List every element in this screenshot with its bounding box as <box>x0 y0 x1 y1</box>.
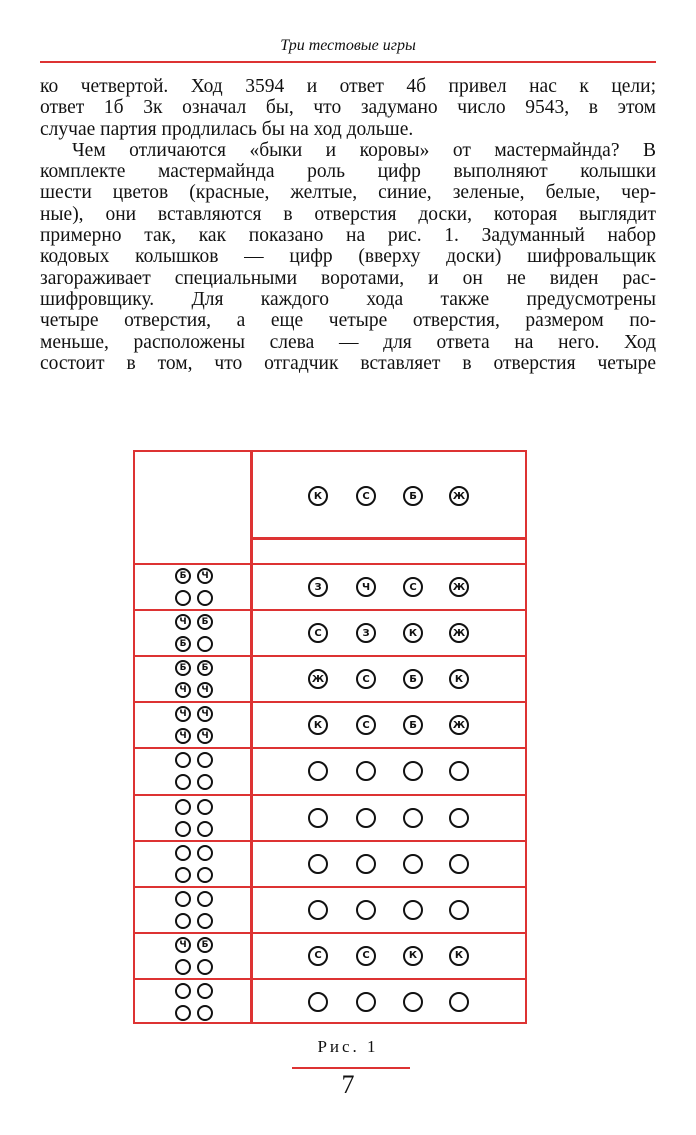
row-line <box>133 655 527 657</box>
answer-peg <box>197 821 213 837</box>
guess-peg: К <box>308 715 328 735</box>
page-number: 7 <box>341 1070 355 1099</box>
text-line: ные), они вставляются в отверстия доски, которая выглядит <box>40 203 656 225</box>
answer-peg: Ч <box>175 706 191 722</box>
row-line <box>133 747 527 749</box>
answer-peg <box>175 983 191 999</box>
guess-peg: К <box>403 946 423 966</box>
text-line: примерно так, как показано на рис. 1. Задуманный набор <box>40 225 656 247</box>
guess-peg: Ч <box>356 577 376 597</box>
text-line: шести цветов (красные, желтые, синие, зеленые, белые, чер- <box>40 182 656 204</box>
answer-peg <box>197 590 213 606</box>
guess-peg: З <box>308 577 328 597</box>
guess-peg: Б <box>403 669 423 689</box>
answer-peg <box>175 752 191 768</box>
row-line <box>133 701 527 703</box>
answer-peg: Ч <box>197 682 213 698</box>
guess-peg: С <box>403 577 423 597</box>
footer-rule <box>292 1067 410 1069</box>
figure-caption: Рис. 1 <box>317 1037 379 1056</box>
mastermind-board-figure <box>133 450 527 1024</box>
guess-peg: Ж <box>449 623 469 643</box>
guess-peg: Б <box>403 715 423 735</box>
row-line <box>133 794 527 796</box>
guess-peg: С <box>308 623 328 643</box>
row-line <box>133 563 527 565</box>
guess-peg: К <box>449 946 469 966</box>
guess-peg <box>308 900 328 920</box>
board-border-bottom <box>133 1022 527 1024</box>
text-line: Чем отличаются «быки и коровы» от мастермайнда? В <box>72 139 656 161</box>
answer-peg: Б <box>175 568 191 584</box>
secret-peg: К <box>308 486 328 506</box>
text-line: кодовых колышков — цифр (вверху доски) шифровальщик <box>40 246 656 268</box>
row-line <box>133 840 527 842</box>
answer-peg: Б <box>175 636 191 652</box>
guess-peg <box>403 854 423 874</box>
guess-peg <box>308 854 328 874</box>
guess-peg: С <box>356 715 376 735</box>
answer-peg: Ч <box>175 728 191 744</box>
row-line <box>133 609 527 611</box>
guess-peg: Ж <box>308 669 328 689</box>
answer-peg: Ч <box>197 568 213 584</box>
board-border-left <box>133 450 135 1024</box>
answer-peg <box>175 845 191 861</box>
guess-peg <box>403 808 423 828</box>
guess-peg <box>356 992 376 1012</box>
answer-peg <box>197 983 213 999</box>
answer-peg: Б <box>197 937 213 953</box>
answer-peg <box>197 913 213 929</box>
answer-peg <box>197 636 213 652</box>
answer-peg <box>175 1005 191 1021</box>
answer-peg: Ч <box>197 706 213 722</box>
answer-peg <box>175 774 191 790</box>
answer-peg <box>197 891 213 907</box>
text-line: ответ 1б 3к означал бы, что задумано число 9543, в этом <box>40 97 656 119</box>
guess-peg <box>356 761 376 781</box>
guess-peg: З <box>356 623 376 643</box>
text-line: случае партия продлилась бы на ход дольше. <box>40 118 414 140</box>
answer-peg <box>197 799 213 815</box>
answer-peg <box>175 867 191 883</box>
secret-peg: Б <box>403 486 423 506</box>
answer-peg <box>175 913 191 929</box>
secret-peg: С <box>356 486 376 506</box>
row-line <box>133 886 527 888</box>
guess-peg <box>449 761 469 781</box>
header-rule <box>40 61 656 63</box>
text-line: ко четвертой. Ход 3594 и ответ 4б привел нас к цели; <box>40 76 656 97</box>
text-line: состоит в том, что отгадчик вставляет в отверстия четыре <box>40 352 656 374</box>
row-line <box>133 978 527 980</box>
answer-peg: Б <box>197 660 213 676</box>
guess-peg: С <box>356 946 376 966</box>
guess-peg <box>449 854 469 874</box>
answer-peg: Ч <box>175 682 191 698</box>
guess-peg <box>403 900 423 920</box>
board-border-top <box>133 450 527 452</box>
answer-peg <box>197 752 213 768</box>
guess-peg <box>403 761 423 781</box>
guess-peg <box>308 761 328 781</box>
gate-line <box>250 537 527 540</box>
guess-peg <box>449 808 469 828</box>
answer-peg <box>197 774 213 790</box>
guess-peg <box>356 900 376 920</box>
guess-peg: Ж <box>449 715 469 735</box>
guess-peg <box>449 900 469 920</box>
row-line <box>133 932 527 934</box>
text-line: четыре отверстия, а еще четыре отверстия, размером по- <box>40 310 656 332</box>
guess-peg <box>356 808 376 828</box>
text-line: комплекте мастермайнда роль цифр выполняют колышки <box>40 161 656 183</box>
secret-peg: Ж <box>449 486 469 506</box>
answer-peg <box>197 959 213 975</box>
guess-peg <box>308 808 328 828</box>
answer-peg: Ч <box>175 614 191 630</box>
answer-peg <box>197 867 213 883</box>
guess-peg: К <box>403 623 423 643</box>
body-text <box>40 76 656 374</box>
answer-peg <box>197 845 213 861</box>
guess-peg <box>308 992 328 1012</box>
answer-peg: Б <box>197 614 213 630</box>
guess-peg <box>449 992 469 1012</box>
answer-peg <box>175 891 191 907</box>
answer-peg <box>175 799 191 815</box>
text-line: меньше, расположены слева — для ответа на него. Ход <box>40 331 656 353</box>
running-header: Три тестовые игры <box>280 37 416 54</box>
answer-peg: Ч <box>197 728 213 744</box>
guess-peg: Ж <box>449 577 469 597</box>
guess-peg: К <box>449 669 469 689</box>
answer-peg <box>197 1005 213 1021</box>
answer-peg <box>175 959 191 975</box>
answer-peg: Б <box>175 660 191 676</box>
guess-peg <box>403 992 423 1012</box>
answer-peg: Ч <box>175 937 191 953</box>
guess-peg: С <box>356 669 376 689</box>
text-line: шифровщику. Для каждого хода также предусмотрены <box>40 288 656 310</box>
answer-peg <box>175 821 191 837</box>
text-line: загораживает специальными воротами, и он не виден рас- <box>40 267 656 289</box>
guess-peg: С <box>308 946 328 966</box>
guess-peg <box>356 854 376 874</box>
answer-peg <box>175 590 191 606</box>
